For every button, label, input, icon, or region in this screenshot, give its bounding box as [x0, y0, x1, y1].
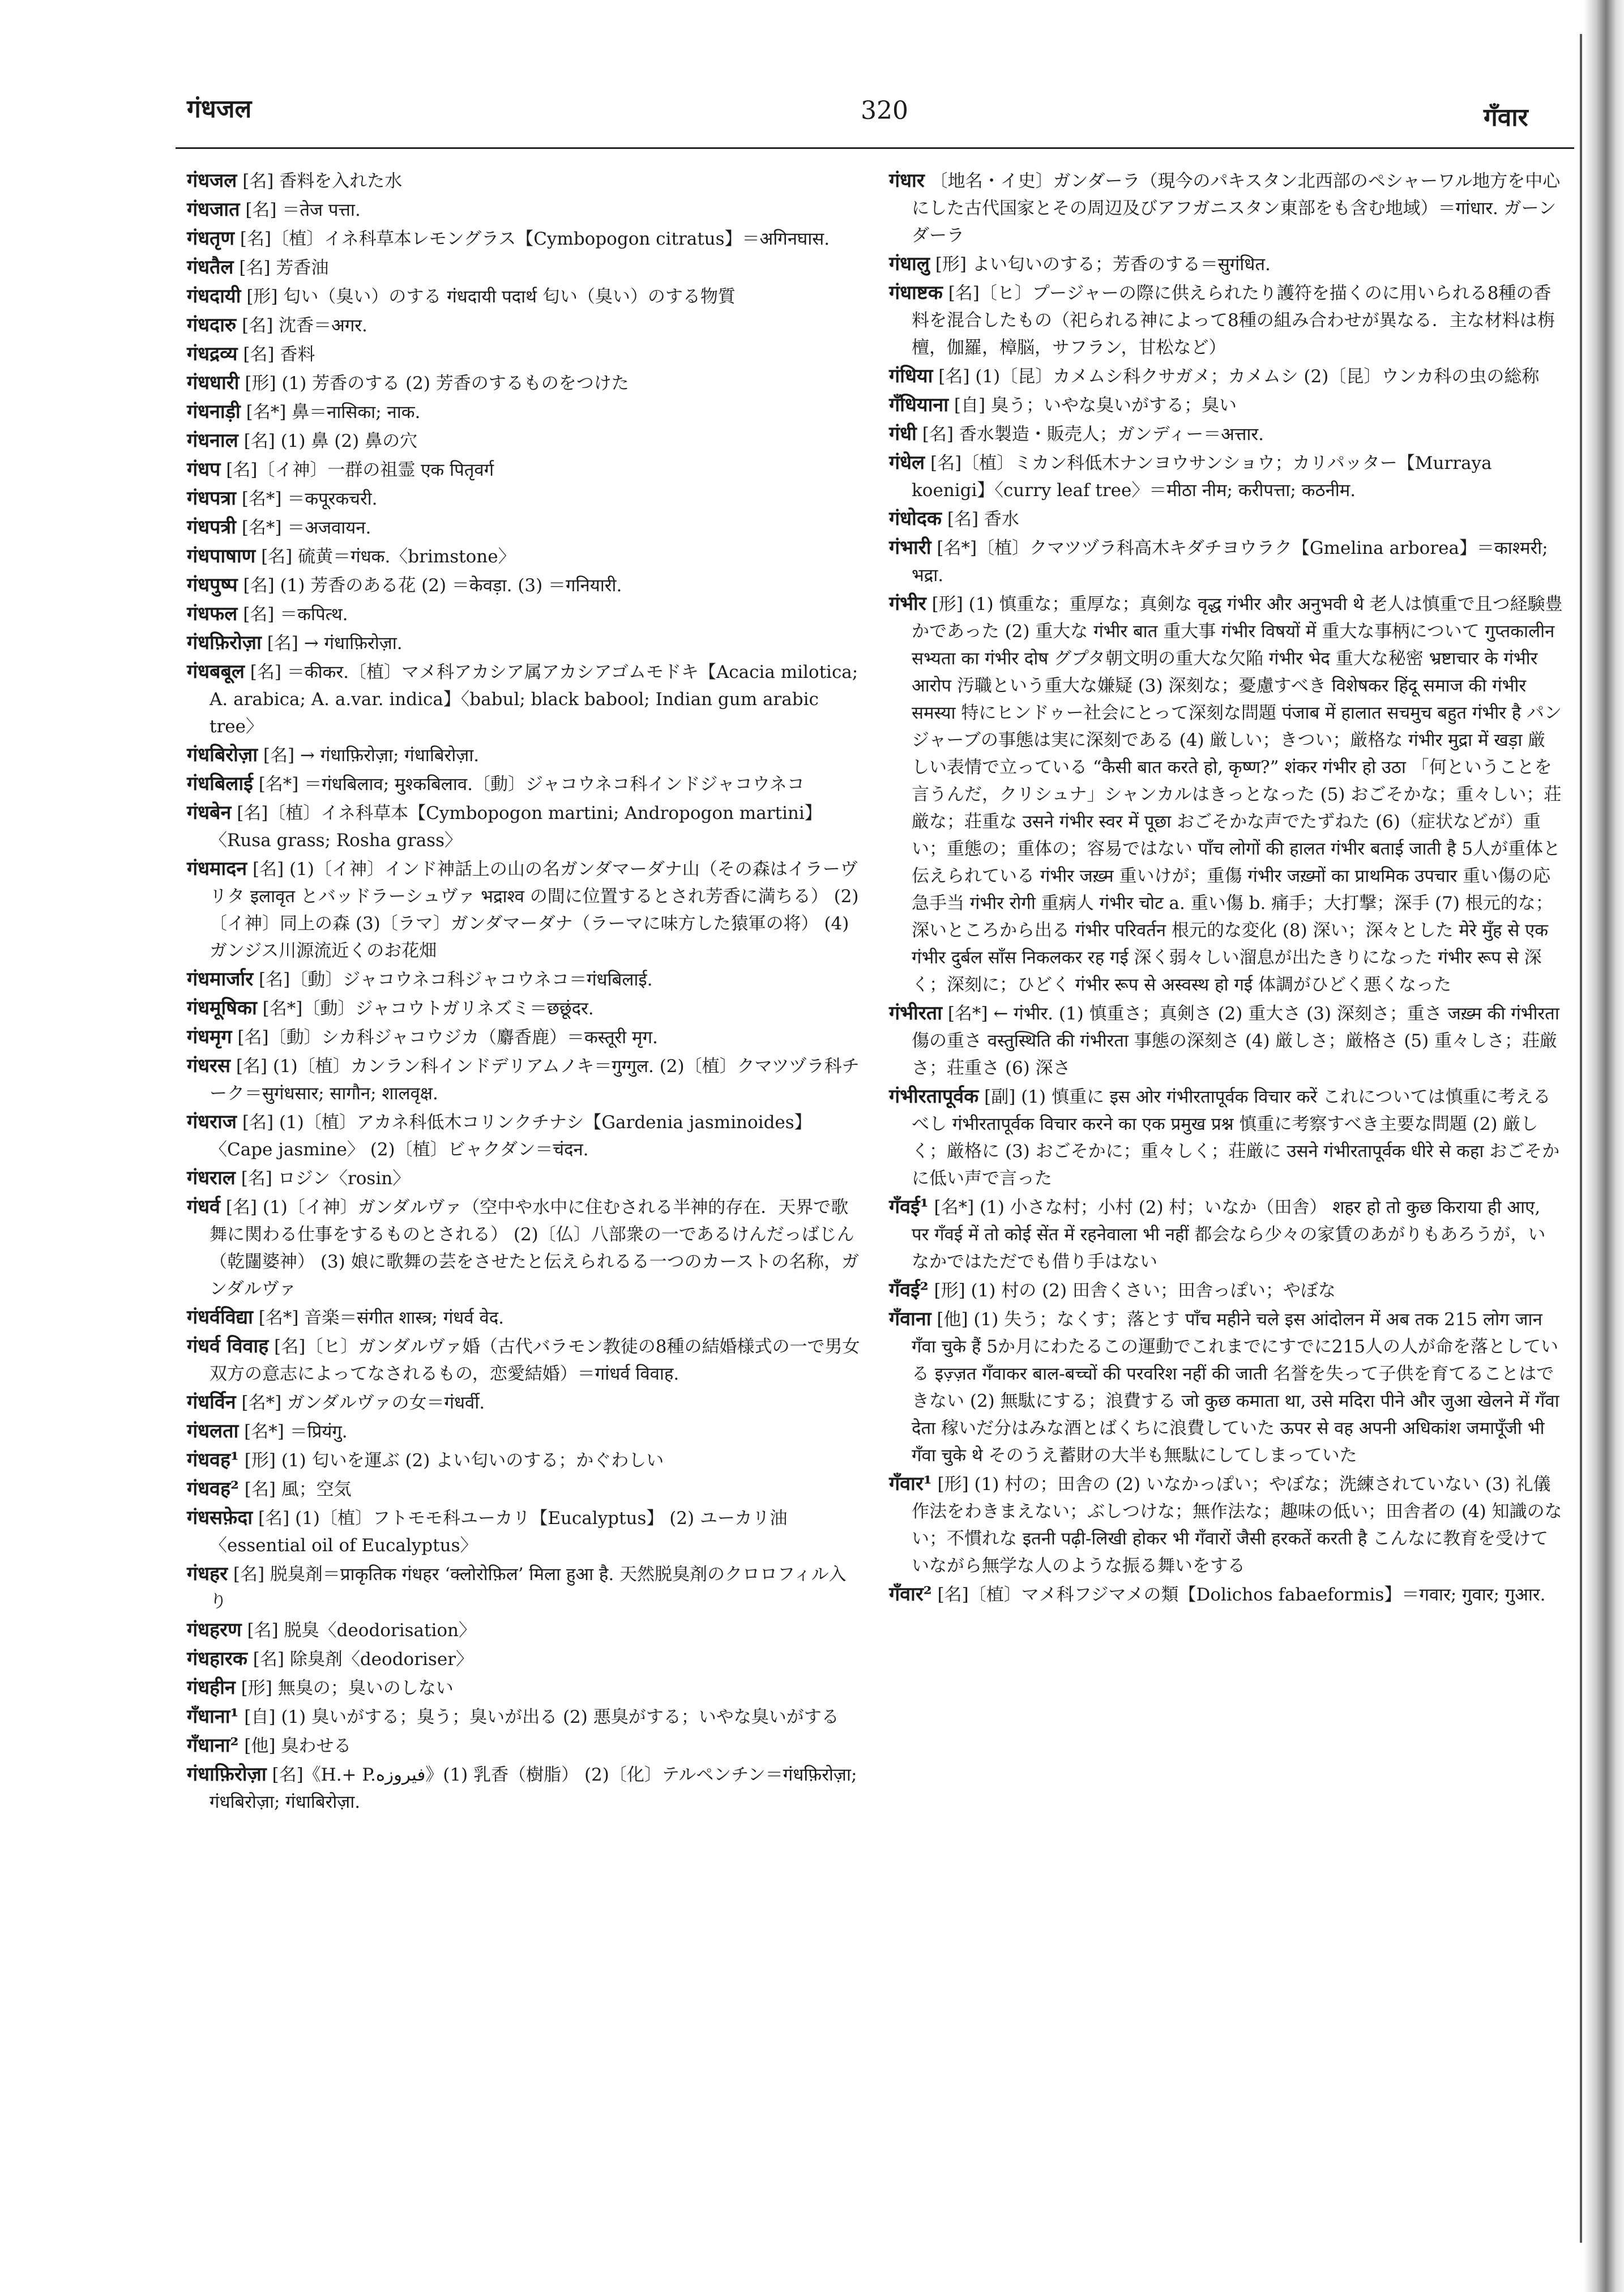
entry-headword: गंधवह¹ [187, 1449, 239, 1471]
dictionary-entry [187, 571, 861, 599]
entry-definition: [形] (1) 村の；田舎の (2) いなかっぽい；やぼな；洗練されていない (3) 礼儀作法をわきまえない；ぶしつけな；無作法な；趣味の低い；田舎者の (4) 知識のない；不慣れな इतनी पढ़ी-लिखी होकर भी गँवारों जैसी हरकतें करती है こんなに教育を受けていながら無学な人のような振る舞いをする [912, 1474, 1562, 1576]
entry-definition: [形] (1) 芳香のする (2) 芳香のするものをつけた [245, 373, 629, 394]
entry-definition: [名] (1) 芳香のある花 (2) ＝केवड़ा. (3) ＝गनियारी. [243, 575, 622, 596]
entry-definition: [自] 臭う；いやな臭いがする；臭い [954, 395, 1237, 416]
left-column [187, 167, 861, 1817]
dictionary-entry [187, 658, 861, 740]
dictionary-entry [187, 514, 861, 541]
dictionary-entry [187, 629, 861, 657]
entry-headword: गंधपत्रा [187, 487, 236, 510]
dictionary-entry [889, 590, 1563, 998]
entry-definition: [名]〔動〕ジャコウネコ科ジャコウネコ＝गंधबिलाई. [259, 970, 653, 990]
dictionary-entry [187, 1645, 861, 1673]
dictionary-entry [187, 1475, 861, 1503]
dictionary-entry [889, 449, 1563, 504]
entry-headword: गँधियाना [889, 394, 949, 416]
dictionary-entry [187, 311, 861, 339]
dictionary-entry [187, 1108, 861, 1163]
dictionary-entry [889, 1193, 1563, 1275]
entry-headword: गंधहीन [187, 1676, 236, 1699]
dictionary-entry [889, 279, 1563, 361]
dictionary-entry [187, 1304, 861, 1331]
dictionary-entry [187, 1023, 861, 1051]
dictionary-entry [187, 1674, 861, 1702]
header-rule [176, 147, 1574, 149]
entry-definition: [名] 除臭剤〈deodoriser〉 [253, 1649, 474, 1670]
entry-headword: गंधराल [187, 1167, 236, 1189]
entry-headword: गंधरस [187, 1055, 230, 1077]
dictionary-entry [187, 225, 861, 253]
entry-definition: [名] 脱臭〈deodorisation〉 [247, 1620, 476, 1641]
entry-headword: गंधमार्जार [187, 968, 254, 991]
right-column [889, 167, 1563, 1610]
page-number: 320 [861, 96, 908, 125]
entry-headword: गंधजात [187, 198, 240, 221]
dictionary-entry [187, 427, 861, 455]
entry-headword: गंधप [187, 458, 221, 481]
dictionary-entry [187, 741, 861, 769]
entry-definition: [名]〔ヒ〕ガンダルヴァ婚（古代バラモン教徒の8種の結婚様式の一で男女双方の意志によってなされるもの，恋愛結婚）＝गांधर्व विवाह. [210, 1337, 860, 1384]
entry-headword: गंधधारी [187, 372, 240, 394]
dictionary-entry [187, 485, 861, 513]
entry-definition: [名] (1)〔昆〕カメムシ科クサガメ；カメムシ (2)〔昆〕ウンカ科の虫の総称 [938, 366, 1540, 387]
entry-definition: [名] (1)〔植〕フトモモ科ユーカリ【Eucalyptus】 (2) ユーカリ油〈essential oil of Eucalyptus〉 [210, 1508, 788, 1556]
dictionary-entry [187, 369, 861, 397]
dictionary-entry [889, 1581, 1563, 1608]
entry-definition: [名] 香水製造・販売人；ガンディー＝अत्तार. [922, 424, 1264, 445]
dictionary-entry [187, 456, 861, 484]
dictionary-entry [187, 1761, 861, 1816]
entry-definition: [名] ロジン〈rosin〉 [241, 1168, 411, 1189]
entry-definition: [名*] ＝अजवायन. [241, 518, 371, 538]
entry-headword: गंधफल [187, 603, 238, 625]
dictionary-entry [187, 254, 861, 281]
entry-headword: गंधी [889, 422, 917, 445]
dictionary-entry [187, 1703, 861, 1731]
entry-definition: [自] (1) 臭いがする；臭う；臭いが出る (2) 悪臭がする；いやな臭いがする [244, 1707, 839, 1727]
dictionary-entry [187, 770, 861, 798]
entry-headword: गंधराज [187, 1111, 237, 1133]
entry-definition: [形] (1) 匂いを運ぶ (2) よい匂いのする；かぐわしい [244, 1450, 664, 1471]
entry-definition: [名] ＝तेज पत्ता. [245, 200, 361, 220]
entry-headword: गंधनाल [187, 429, 238, 452]
entry-definition: [名] 沈香＝अगर. [242, 315, 367, 336]
entry-headword: गंधाफ़िरोज़ा [187, 1763, 267, 1786]
dictionary-entry [889, 1470, 1563, 1580]
entry-definition: [名*] ← गंभीर. (1) 慎重さ；真剣さ (2) 重大さ (3) 深刻さ；重さ जख़्म की गंभीरता 傷の重さ वस्तुस्थिति की गंभीरता 事態の深刻さ (4) 厳しさ；厳格さ (5) 重々しさ；荘厳さ；荘重さ (6) 深さ [912, 1004, 1559, 1078]
entry-headword: गंधार [889, 169, 925, 192]
entry-headword: गंधिया [889, 365, 933, 387]
entry-headword: गंधमूषिका [187, 997, 257, 1019]
dictionary-entry [889, 534, 1563, 589]
entry-definition: [名] ＝कपित्थ. [243, 604, 348, 625]
dictionary-entry [889, 362, 1563, 390]
entry-headword: गंधपत्री [187, 516, 236, 539]
entry-definition: [形] 無臭の；臭いのしない [241, 1678, 454, 1698]
entry-definition: [名] (1)〔植〕アカネ科低木コリンクチナシ【Gardenia jasminoides】〈Cape jasmine〉 (2)〔植〕ビャクダン＝चंदन. [210, 1112, 812, 1160]
dictionary-entry [889, 505, 1563, 533]
entry-headword: गंधर्वविद्या [187, 1306, 253, 1329]
entry-definition: [名] (1)〔植〕カンラン科インドデリアムノキ＝गुग्गुल. (2)〔植〕クマツヅラ科チーク＝सुगंधसार; सागौन; शालवृक्ष. [210, 1056, 860, 1104]
entry-definition: [形] よい匂いのする；芳香のする＝सुगंधित. [935, 254, 1271, 275]
dictionary-entry [187, 995, 861, 1022]
entry-headword: गंधर्व विवाह [187, 1335, 269, 1358]
dictionary-entry [187, 1616, 861, 1644]
entry-headword: गंधपाषाण [187, 545, 256, 567]
entry-definition: [名] 香料を入れた水 [242, 171, 403, 191]
dictionary-entry [187, 398, 861, 426]
entry-headword: गंधबिलाई [187, 772, 253, 795]
entry-definition: [名] 硫黄＝गंधक.〈brimstone〉 [261, 547, 516, 567]
entry-definition: [形] 匂い（臭い）のする गंधदायी पदार्थ 匂い（臭い）のする物質 [246, 287, 736, 307]
entry-headword: गंधजल [187, 169, 237, 192]
entry-definition: [名] 脱臭剤＝प्राकृतिक गंधहर ‘क्लोरोफ़िल’ मिला हुआ है. 天然脱臭剤のクロロフィル入り [210, 1564, 847, 1612]
dictionary-entry [187, 1333, 861, 1388]
running-head-left: गंधजल [187, 95, 252, 123]
dictionary-entry [187, 196, 861, 224]
entry-definition: [名*] 音楽＝संगीत शास्त्र; गंधर्व वेद. [258, 1308, 505, 1328]
dictionary-entry [187, 966, 861, 993]
entry-headword: गंधनाड़ी [187, 400, 241, 423]
dictionary-entry [187, 167, 861, 195]
entry-headword: गंधफ़िरोज़ा [187, 631, 262, 654]
entry-headword: गंधदारु [187, 314, 237, 336]
entry-definition: [名*]〔動〕ジャコウトガリネズミ＝छछूंदर. [262, 998, 594, 1019]
entry-definition: [名] ＝कीकर.〔植〕マメ科アカシア属アカシアゴムモドキ【Acacia milotica; A. arabica; A. a.var. indica】〈babul; black babool; Indian gum arabic tree〉 [210, 662, 858, 737]
entry-definition: [名] 芳香油 [239, 258, 329, 278]
entry-definition: [副] (1) 慎重に इस ओर गंभीरतापूर्वक विचार करें これについては慎重に考えるべし गंभीरतापूर्वक विचार करने का एक प्रमुख प्रश्न 慎重に考察すべき主要な問題 (2) 厳しく；厳格に (3) おごそかに；重々しく；荘厳に उसने गंभीरतापूर्वक धीरे से कहा おごそかに低い声で言った [912, 1087, 1560, 1189]
dictionary-entry [187, 1389, 861, 1416]
entry-headword: गँवई² [889, 1279, 929, 1301]
entry-headword: गँधाना¹ [187, 1705, 239, 1728]
entry-definition: [名] (1) 鼻 (2) 鼻の穴 [243, 431, 418, 451]
entry-headword: गंधबिरोज़ा [187, 744, 258, 766]
dictionary-entry [889, 250, 1563, 278]
entry-headword: गंधबबूल [187, 660, 245, 683]
entry-headword: गँवई¹ [889, 1196, 929, 1218]
entry-definition: [他] (1) 失う；なくす；落とす पाँच महीने चले इस आंदोलन में अब तक 215 लोग जान गँवा चुके हैं 5か月にわたるこの運動でこれまでにすでに215人の人が命を落としている इज़्ज़त गँवाकर बाल-बच्चों की परवरिश नहीं की जाती 名誉を失って子供を育てることはできない (2) 無駄にする；浪費する जो कुछ कमाता था, उसे मदिरा पीने और जुआ खेलने में गँवा देता 稼いだ分はみな酒とばくちに浪費していた ऊपर से वह अपनी अधिकांश जमापूँजी भी गँवा चुके थे そのうえ蓄財の大半も無駄にしてしまっていた [912, 1309, 1559, 1466]
entry-definition: [名*] ＝प्रियंगु. [244, 1422, 348, 1442]
dictionary-entry [187, 1732, 861, 1760]
entry-headword: गंभीरतापूर्वक [889, 1085, 979, 1108]
entry-definition: [名] → गंधाफ़िरोज़ा. [267, 633, 403, 654]
entry-definition: [名]〔植〕ミカン科低木ナンヨウサンショウ；カリパッター【Murraya koenigi】〈curry leaf tree〉＝मीठा नीम; करीपत्ता; कठनीम. [912, 453, 1492, 501]
entry-headword: गंधेल [889, 451, 925, 474]
entry-headword: गंधहर [187, 1563, 228, 1585]
entry-headword: गंधाष्टक [889, 281, 943, 304]
entry-headword: गंधालु [889, 253, 930, 275]
entry-definition: [名]〔植〕イネ科草本【Cymbopogon martini; Andropogon martini】〈Rusa grass; Rosha grass〉 [210, 803, 822, 851]
entry-definition: [名*]〔植〕クマツヅラ科高木キダチヨウラク【Gmelina arborea】＝काश्मरी; भद्रा. [912, 538, 1548, 586]
entry-headword: गंधहारक [187, 1647, 247, 1670]
entry-headword: गंधहरण [187, 1619, 242, 1641]
entry-definition: [名*] ＝गंधबिलाव; मुश्कबिलाव.〔動〕ジャコウネコ科インドジャコウネコ [258, 774, 805, 795]
dictionary-entry [889, 1000, 1563, 1082]
entry-headword: गंधतैल [187, 256, 234, 279]
entry-headword: गंधर्व [187, 1196, 220, 1218]
entry-definition: [名]〔植〕マメ科フジマメの類【Dolichos fabaeformis】＝गवार; गुवार; गुआर. [937, 1585, 1546, 1605]
entry-headword: गंधोदक [889, 507, 942, 530]
entry-definition: [名] (1)〔イ神〕ガンダルヴァ（空中や水中に住むされる半神的存在．天界で歌舞に関わる仕事をするものとされる） (2)〔仏〕八部衆の一であるけんだっばじん（乾闥婆神） (3) 娘に歌舞の芸をさせたと伝えられるる一つのカーストの名称，ガンダルヴァ [210, 1197, 860, 1299]
entry-headword: गँवाना [889, 1308, 931, 1330]
entry-definition: 〔地名・イ史〕ガンダーラ（現今のパキスタン北西部のペシャーワル地方を中心にした古代国家とその周辺及びアフガニスタン東部をも含む地域）＝गांधार. ガーンダーラ [912, 171, 1561, 246]
dictionary-entry [187, 340, 861, 368]
entry-definition: [名]〔ヒ〕プージャーの際に供えられたり護符を描くのに用いられる8種の香料を混合したもの（祀られる神によって8種の組み合わせが異なる．主な材料は栴檀，伽羅，樟脳，サフラン，甘松など） [912, 283, 1555, 358]
dictionary-entry [187, 283, 861, 310]
entry-headword: गंधलता [187, 1420, 239, 1442]
entry-definition: [名] → गंधाफ़िरोज़ा; गंधाबिरोज़ा. [263, 745, 480, 766]
entry-definition: [名*] ガンダルヴァの女＝गंधर्वी. [241, 1393, 485, 1413]
dictionary-entry [889, 420, 1563, 448]
entry-headword: गंभारी [889, 536, 931, 559]
dictionary-entry [187, 1418, 861, 1445]
dictionary-entry [889, 1305, 1563, 1469]
dictionary-entry [889, 1083, 1563, 1192]
entry-definition: [形] (1) 村の (2) 田舎くさい；田舎っぽい；やぼな [934, 1281, 1336, 1301]
entry-definition: [名*] 鼻＝नासिका; नाक. [246, 402, 421, 422]
entry-headword: गंधमादन [187, 857, 247, 880]
entry-definition: [名]《H.+ P.فیروزه》(1) 乳香（樹脂） (2)〔化〕テルペンチン＝गंधफ़िरोज़ा; गंधबिरोज़ा; गंधाबिरोज़ा. [210, 1765, 857, 1812]
entry-definition: [他] 臭わせる [244, 1736, 352, 1756]
entry-headword: गंधतृण [187, 227, 235, 250]
entry-definition: [形] (1) 慎重な；重厚な；真剣な वृद्ध गंभीर और अनुभवी थे 老人は慎重で且つ経験豊かであった (2) 重大な गंभीर बात 重大事 गंभीर विषयों में 重大な事柄について गुप्तकालीन सभ्यता का गंभीर दोष グプタ朝文明の重大な欠陥 गंभीर भेद 重大な秘密 भ्रष्टाचार के गंभीर आरोप 汚職という重大な嫌疑 (3) 深刻な；憂慮すべき विशेषकर हिंदू समाज की गंभीर समस्या 特にヒンドゥー社会にとって深刻な問題 पंजाब में हालात सचमुच बहुत गंभीर है パンジャーブの事態は実に深刻である (4) 厳しい；きつい；厳格な गंभीर मुद्रा में खड़ा 厳しい表情で立っている “कैसी बात करते हो, कृष्ण?” शंकर गंभीर हो उठा 「何ということを言うんだ，クリシュナ」シャンカルはきっとなった (5) おごそかな；重々しい；荘厳な；荘重な उसने गंभीर स्वर में पूछा おごそかな声でたずねた (6)（症状などが）重い；重態の；重体の；容易ではない पाँच लोगों की हालत गंभीर बताई जाती है 5人が重体と伝えられている गंभीर जख़्म 重いけが；重傷 गंभीर जख़्मों का प्राथमिक उपचार 重い傷の応急手当 गंभीर रोगी 重病人 गंभीर चोट a. 重い傷 b. 痛手；大打撃；深手 (7) 根元的な；深いところから出る गंभीर परिवर्तन 根元的な変化 (8) 深い；深々とした मेरे मुँह से एक गंभीर दुर्बल साँस निकलकर रह गई 深く弱々しい溜息が出たきりになった गंभीर रूप से 深く；深刻に；ひどく गंभीर रूप से अस्वस्थ हो गई 体調がひどく悪くなった [912, 594, 1563, 995]
dictionary-entry [889, 167, 1563, 249]
dictionary-entry [187, 855, 861, 964]
entry-headword: गंधवह² [187, 1478, 239, 1500]
entry-headword: गंधद्रव्य [187, 343, 238, 365]
entry-headword: गँधाना² [187, 1734, 239, 1757]
entry-headword: गंधमृग [187, 1026, 232, 1048]
running-head-right: गँवार [1484, 103, 1528, 132]
dictionary-entry [187, 1560, 861, 1615]
entry-headword: गंभीरता [889, 1002, 942, 1025]
entry-definition: [名*] (1) 小さな村；小村 (2) 村；いなか（田舎） शहर हो तो कुछ किराया ही आए, पर गँवई में तो कोई सेंत में रहनेवाला भी नहीं 都会なら少々の家賃のあがりもあろうが，いなかではただでも借り手はない [912, 1197, 1546, 1272]
dictionary-entry [889, 391, 1563, 419]
dictionary-entry [187, 543, 861, 570]
dictionary-entry [187, 1446, 861, 1474]
dictionary-entry [187, 1164, 861, 1192]
dictionary-entry [187, 1193, 861, 1303]
entry-headword: गंधदायी [187, 285, 241, 308]
entry-headword: गंधसफ़ेदा [187, 1506, 253, 1529]
entry-headword: गँवार² [889, 1583, 932, 1606]
entry-definition: [名*] ＝कपूरकचरी. [241, 489, 378, 509]
entry-headword: गंधपुष्प [187, 574, 238, 596]
dictionary-entry [889, 1277, 1563, 1304]
entry-headword: गँवार¹ [889, 1472, 932, 1495]
entry-definition: [名] 風；空気 [244, 1479, 352, 1500]
entry-definition: [名] 香水 [947, 509, 1019, 530]
entry-definition: [名]〔イ神〕一群の祖霊 एक पितृवर्ग [226, 460, 494, 480]
page-binding-shadow [1584, 0, 1624, 2292]
entry-definition: [名]〔動〕シカ科ジャコウジカ（麝香鹿）＝कस्तूरी मृग. [237, 1027, 658, 1048]
binding-edge-line [1580, 34, 1582, 2243]
entry-definition: [名] 香料 [243, 344, 315, 365]
entry-headword: गंधर्विन [187, 1391, 236, 1414]
dictionary-entry [187, 1504, 861, 1559]
entry-definition: [名] (1)〔イ神〕インド神話上の山の名ガンダマーダナ山（その森はイラーヴリタ इलावृत とバッドラーシュヴァ भद्राश्व の間に位置するとされ芳香に満ちる） (2)〔イ神〕同上の森 (3)〔ラマ〕ガンダマーダナ（ラーマに味方した猿軍の将） (4) ガンジス川源流近くのお花畑 [210, 859, 859, 961]
entry-headword: गंभीर [889, 592, 926, 615]
entry-definition: [名]〔植〕イネ科草本レモングラス【Cymbopogon citratus】＝अगिनघास. [240, 229, 830, 249]
entry-headword: गंधबेन [187, 801, 232, 824]
dictionary-entry [187, 799, 861, 854]
dictionary-entry [187, 600, 861, 628]
dictionary-entry [187, 1052, 861, 1107]
